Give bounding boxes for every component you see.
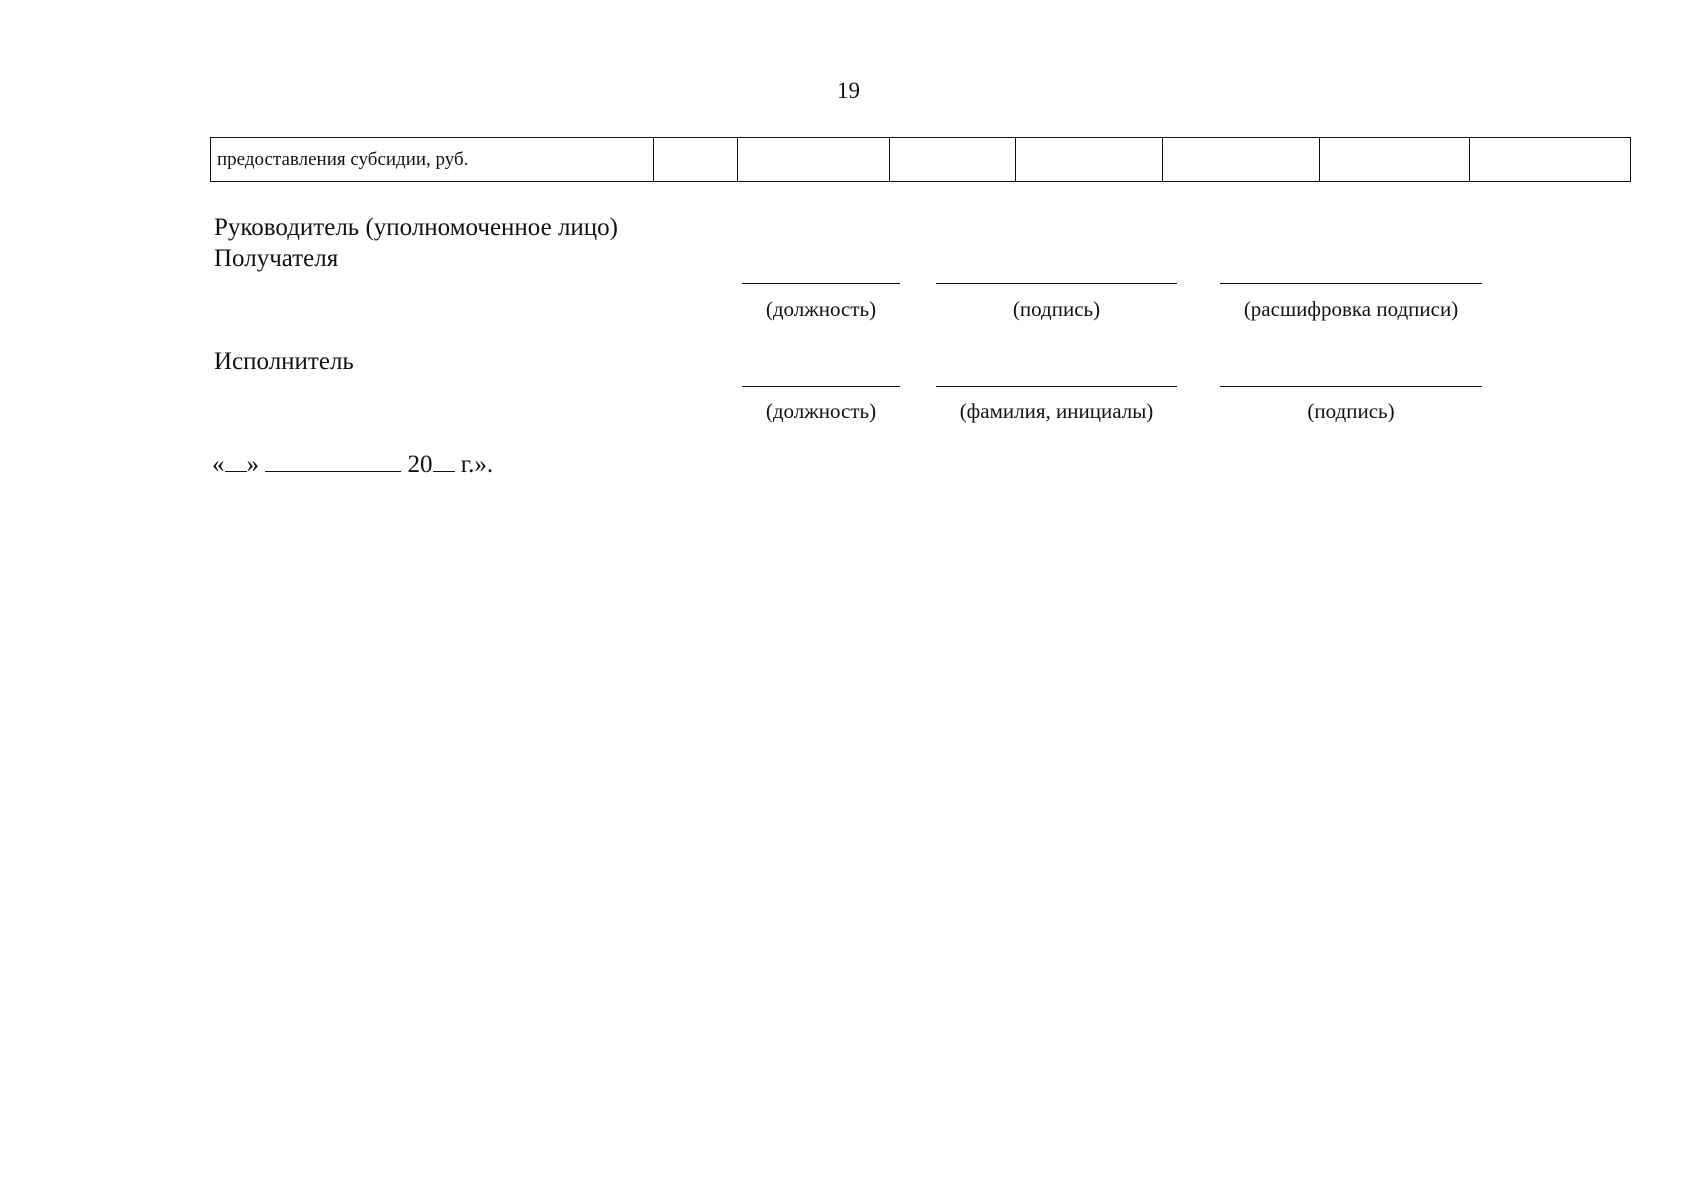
executor-signature-line[interactable] — [1220, 386, 1482, 387]
date-suffix: г.». — [460, 451, 494, 478]
date-year-blank[interactable] — [433, 449, 455, 472]
date-month-blank[interactable] — [265, 449, 401, 472]
executor-signature-caption: (подпись) — [1307, 399, 1395, 423]
date-day-blank[interactable] — [225, 449, 247, 472]
executor-name-line[interactable] — [936, 386, 1177, 387]
head-signature-caption: (подпись) — [1012, 297, 1101, 321]
date-line — [212, 449, 493, 479]
table-cell — [1016, 138, 1163, 182]
table-cell-label: предоставления субсидии, руб. — [211, 138, 654, 182]
subsidy-table — [210, 137, 1631, 182]
executor-position-caption: (должность) — [765, 399, 877, 423]
head-signature-line[interactable] — [936, 283, 1177, 284]
table-cell — [1163, 138, 1320, 182]
table-row — [211, 138, 1631, 182]
table-cell — [890, 138, 1016, 182]
head-signature-decoding-caption: (расшифровка подписи) — [1243, 297, 1459, 321]
table-cell — [738, 138, 890, 182]
date-close-quote: » — [246, 451, 259, 478]
executor-name-caption: (фамилия, инициалы) — [959, 399, 1154, 423]
table-cell — [1320, 138, 1470, 182]
table-cell — [654, 138, 738, 182]
date-open-quote: « — [212, 451, 225, 478]
executor-position-line[interactable] — [742, 386, 900, 387]
head-label-line1: Руководитель (уполномоченное лицо) — [214, 214, 619, 241]
head-position-caption: (должность) — [765, 297, 877, 321]
table-cell — [1470, 138, 1631, 182]
page-number: 19 — [837, 78, 860, 103]
date-year-prefix: 20 — [407, 451, 433, 478]
head-position-line[interactable] — [742, 283, 900, 284]
head-signature-decoding-line[interactable] — [1220, 283, 1482, 284]
executor-label: Исполнитель — [214, 348, 354, 375]
head-label-line2: Получателя — [214, 245, 339, 272]
